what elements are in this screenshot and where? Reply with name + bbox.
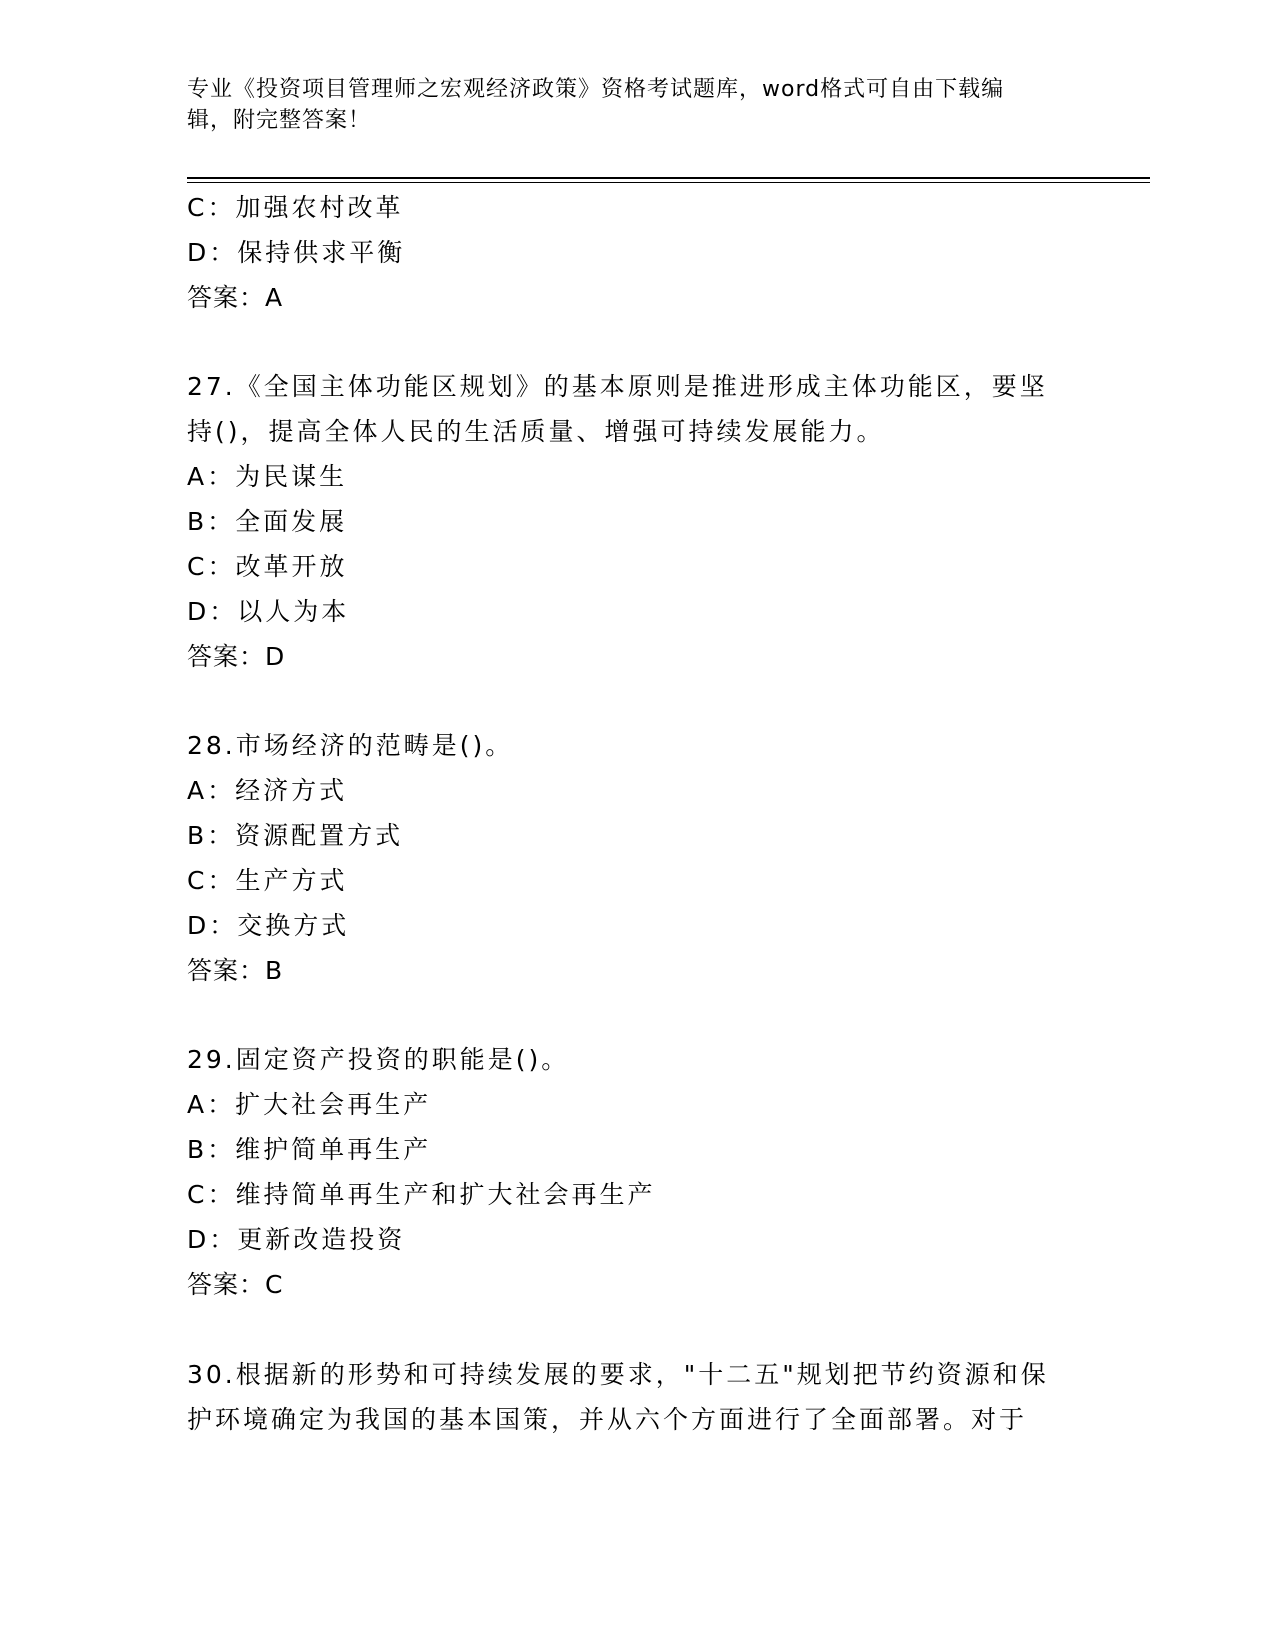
page-header xyxy=(187,74,1067,136)
header-rule-thick xyxy=(187,177,1150,179)
header-line-2: 辑，附完整答案！ xyxy=(187,108,372,133)
q27-option-a: A：为民谋生 xyxy=(187,462,348,491)
q27-option-d: D：以人为本 xyxy=(187,597,350,626)
q29-option-c: C：维持简单再生产和扩大社会再生产 xyxy=(187,1180,656,1209)
q27-answer: 答案：D xyxy=(187,642,286,671)
q26-option-d: D：保持供求平衡 xyxy=(187,238,406,267)
q29-answer: 答案：C xyxy=(187,1270,284,1299)
q26-answer: 答案：A xyxy=(187,283,284,312)
q30-stem-line-1: 30.根据新的形势和可持续发展的要求，"十二五"规划把节约资源和保 xyxy=(187,1360,1049,1389)
q28-option-b: B：资源配置方式 xyxy=(187,821,404,850)
q29-option-b: B：维护简单再生产 xyxy=(187,1135,432,1164)
q28-stem: 28.市场经济的范畴是()。 xyxy=(187,731,514,760)
q26-option-c: C：加强农村改革 xyxy=(187,193,404,222)
q28-option-c: C：生产方式 xyxy=(187,866,348,895)
q30-stem-line-2: 护环境确定为我国的基本国策，并从六个方面进行了全面部署。对于 xyxy=(187,1405,1028,1434)
q29-stem: 29.固定资产投资的职能是()。 xyxy=(187,1045,570,1074)
header-line-1: 专业《投资项目管理师之宏观经济政策》资格考试题库，word格式可自由下载编 xyxy=(187,77,1005,102)
q27-option-c: C：改革开放 xyxy=(187,552,348,581)
q29-option-d: D：更新改造投资 xyxy=(187,1225,406,1254)
header-rule-thin xyxy=(187,182,1150,183)
q28-answer: 答案：B xyxy=(187,956,284,985)
q28-option-a: A：经济方式 xyxy=(187,776,348,805)
q27-stem-line-1: 27.《全国主体功能区规划》的基本原则是推进形成主体功能区，要坚 xyxy=(187,372,1048,401)
q28-option-d: D：交换方式 xyxy=(187,911,350,940)
q27-stem-line-2: 持()，提高全体人民的生活质量、增强可持续发展能力。 xyxy=(187,417,885,446)
q27-option-b: B：全面发展 xyxy=(187,507,348,536)
q29-option-a: A：扩大社会再生产 xyxy=(187,1090,432,1119)
